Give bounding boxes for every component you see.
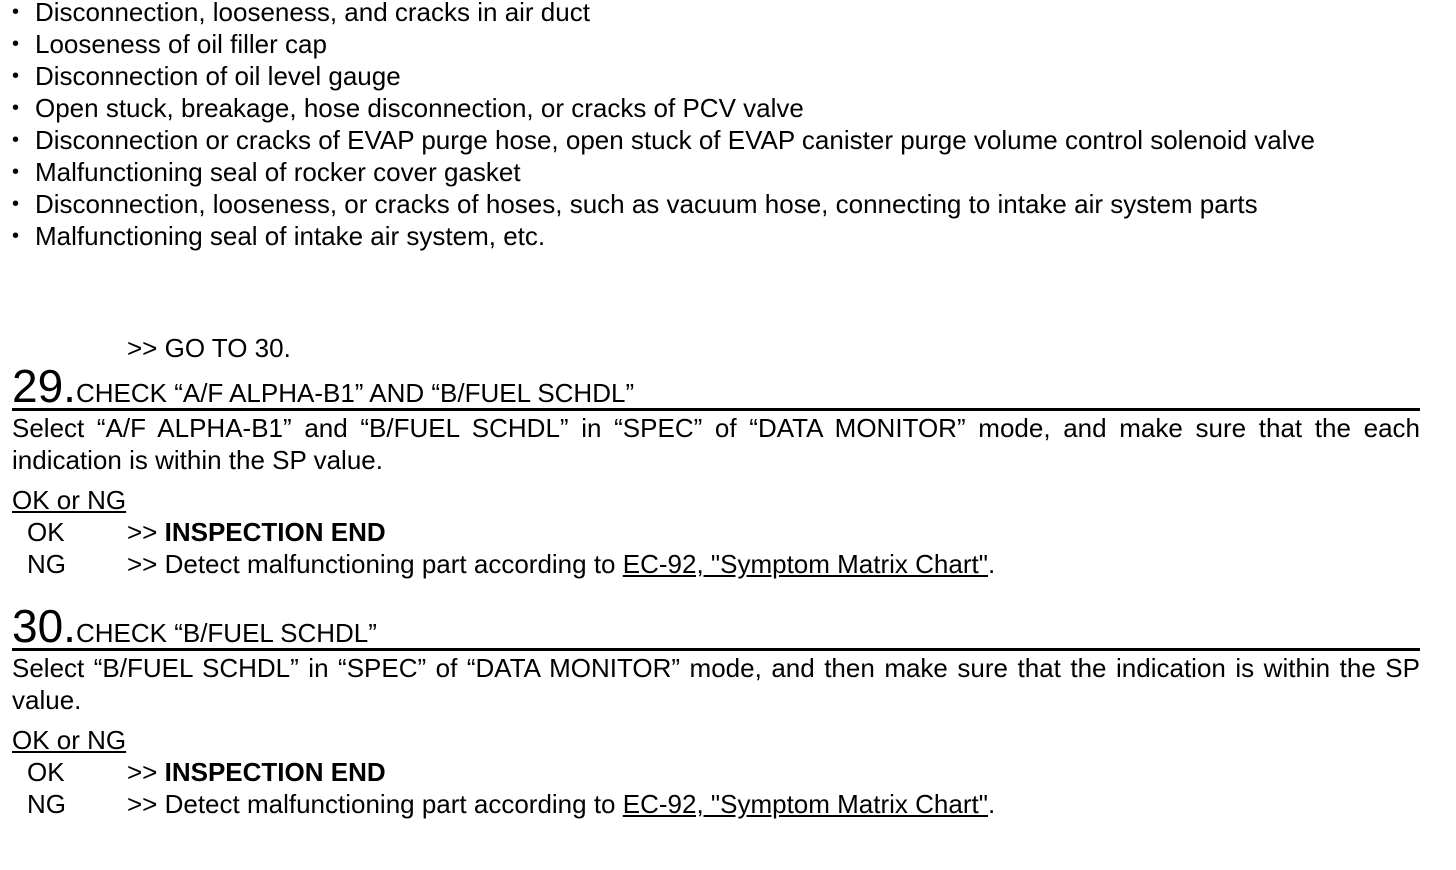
list-item: • Disconnection or cracks of EVAP purge hose, open stuck of EVAP canister purge volume control solenoid valve (12, 125, 1315, 155)
bullet-icon: • (12, 65, 20, 87)
step-number: 29. (12, 360, 76, 412)
list-item: • Malfunctioning seal of rocker cover gasket (12, 157, 521, 187)
ng-action: >> Detect malfunctioning part according to EC-92, "Symptom Matrix Chart". (127, 549, 996, 579)
ng-result-row (12, 548, 1420, 580)
ok-code: OK (27, 757, 65, 787)
symptom-matrix-link[interactable]: EC-92, "Symptom Matrix Chart" (622, 549, 988, 579)
step-title: CHECK “B/FUEL SCHDL” (75, 618, 377, 648)
bullet-icon: • (12, 193, 20, 215)
step-number: 30. (12, 600, 76, 652)
list-item: • Disconnection of oil level gauge (12, 61, 401, 91)
bullet-icon: • (12, 1, 20, 23)
list-item: • Open stuck, breakage, hose disconnection, or cracks of PCV valve (12, 93, 804, 123)
ng-code: NG (27, 549, 66, 579)
step-header (12, 360, 1420, 412)
bullet-icon: • (12, 225, 20, 247)
ng-action: >> Detect malfunctioning part according to EC-92, "Symptom Matrix Chart". (127, 789, 996, 819)
bullet-icon: • (12, 33, 20, 55)
bullet-icon: • (12, 161, 20, 183)
step-header (12, 600, 1420, 652)
ng-result-row (12, 788, 1420, 820)
symptom-matrix-link[interactable]: EC-92, "Symptom Matrix Chart" (622, 789, 988, 819)
step-title: CHECK “A/F ALPHA-B1” AND “B/FUEL SCHDL” (75, 378, 635, 408)
ok-or-ng-label: OK or NG (12, 485, 127, 515)
ok-or-ng-label: OK or NG (12, 725, 127, 755)
step-description: Select “B/FUEL SCHDL” in “SPEC” of “DATA MONITOR” mode, and then make sure that the indication is within the SP value. (12, 653, 1420, 715)
ok-action: >> INSPECTION END (127, 757, 386, 787)
ng-code: NG (27, 789, 66, 819)
ok-result-row (12, 516, 1420, 548)
ok-action: >> INSPECTION END (127, 517, 386, 547)
list-item: • Disconnection, looseness, and cracks in air duct (12, 0, 1418, 28)
step-description: Select “A/F ALPHA-B1” and “B/FUEL SCHDL” in “SPEC” of “DATA MONITOR” mode, and make sure that the each indication is within the SP value. (12, 413, 1420, 475)
step-29 (12, 360, 1420, 580)
step-30 (12, 600, 1420, 820)
bullet-icon: • (12, 97, 20, 119)
bullet-icon: • (12, 129, 20, 151)
cause-list (12, 0, 1418, 252)
list-item: • Malfunctioning seal of intake air system, etc. (12, 221, 546, 251)
ok-result-row (12, 756, 1420, 788)
ok-code: OK (27, 517, 65, 547)
goto-instruction: >> GO TO 30. (127, 333, 291, 363)
list-item: • Looseness of oil filler cap (12, 29, 327, 59)
list-item: • Disconnection, looseness, or cracks of hoses, such as vacuum hose, connecting to intake air system parts (12, 189, 1258, 219)
